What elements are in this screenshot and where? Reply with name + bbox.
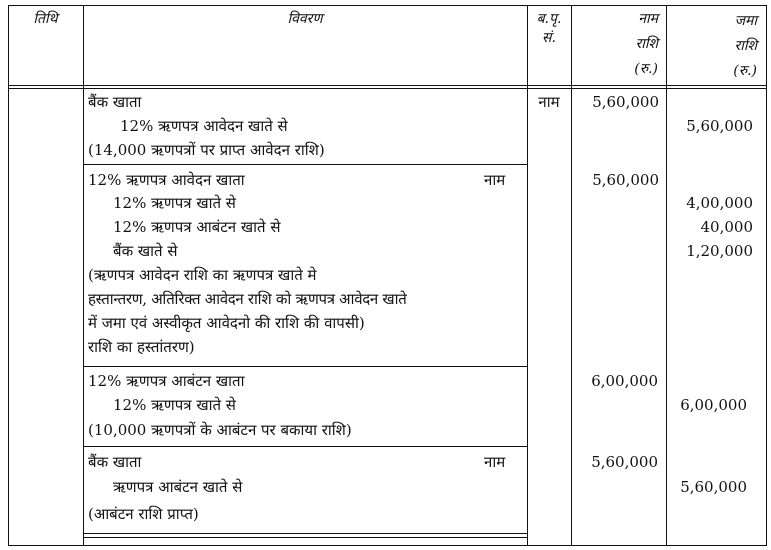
entry-2-narration-4: राशि का हस्तांतरण) [88,338,195,356]
debit-column-divider [666,5,667,546]
header-credit-line3: (रु.) [733,63,757,79]
entry-4-debit-amount: 5,60,000 [591,453,658,471]
table-bottom-border [8,545,767,546]
entry-2-narration-2: हस्तान्तरण, अतिरिक्त आवेदन राशि को ऋणपत्र आवेदन खाते [88,290,407,308]
entry-2-narration-3: में जमा एवं अस्वीकृत आवेदनो की राशि की वापसी) [88,314,365,332]
header-debit-line1: नाम [638,11,658,27]
entry-3-credit-amount: 6,00,000 [680,396,747,414]
header-particulars: विवरण [287,11,323,27]
entry-2-debit-account: 12% ऋणपत्र आवेदन खाता [88,171,245,189]
entry-2-dr-tag: नाम [484,171,506,189]
table-right-border [766,5,767,546]
entry-1-debit-account: बैंक खाता [88,93,142,111]
entry-3-debit-amount: 6,00,000 [591,372,658,390]
particulars-column-divider [527,5,528,546]
date-column-divider [83,5,84,546]
entry-4-credit-amount: 5,60,000 [680,478,747,496]
entry-separator [83,164,527,165]
entry-separator-double [83,537,527,538]
entry-1-lf: नाम [538,93,560,111]
entry-1-narration: (14,000 ऋणपत्रों पर प्राप्त आवेदन राशि) [88,141,325,159]
header-debit-line3: (रु.) [634,61,658,77]
entry-1-credit-amount: 5,60,000 [686,117,753,135]
entry-2-credit-account-2: 12% ऋणपत्र आबंटन खाते से [113,218,281,236]
entry-4-narration: (आबंटन राशि प्राप्त) [88,505,199,523]
header-credit-line1: जमा [734,13,757,29]
entry-separator [83,366,527,367]
entry-2-debit-amount: 5,60,000 [592,171,659,189]
entry-separator [83,446,527,447]
entry-separator [83,533,527,534]
table-left-border [8,5,9,546]
entry-4-credit-account: ऋणपत्र आबंटन खाते से [113,478,243,496]
entry-4-debit-account: बैंक खाता [88,453,142,471]
header-bottom-border [8,85,767,86]
entry-2-credit-amount-1: 4,00,000 [686,194,753,212]
header-lf-line2: सं. [542,30,556,46]
entry-2-narration-1: (ऋणपत्र आवेदन राशि का ऋणपत्र खाते मे [88,266,317,284]
header-bottom-border-double [8,88,767,89]
entry-3-credit-account: 12% ऋणपत्र खाते से [113,396,236,414]
table-top-border [8,5,767,6]
entry-1-debit-amount: 5,60,000 [592,93,659,111]
header-credit-line2: राशि [734,38,757,54]
entry-2-credit-amount-2: 40,000 [700,218,753,236]
header-debit-line2: राशि [635,36,658,52]
entry-2-credit-amount-3: 1,20,000 [686,242,753,260]
entry-2-credit-account-3: बैंक खाते से [113,242,178,260]
entry-4-dr-tag: नाम [484,453,506,471]
header-lf-line1: ब.पृ. [536,11,562,27]
entry-1-credit-account: 12% ऋणपत्र आवेदन खाते से [120,117,288,135]
header-date: तिथि [33,11,58,27]
entry-3-narration: (10,000 ऋणपत्रों के आबंटन पर बकाया राशि) [88,421,352,439]
entry-3-debit-account: 12% ऋणपत्र आबंटन खाता [88,372,245,390]
entry-2-credit-account-1: 12% ऋणपत्र खाते से [113,194,236,212]
